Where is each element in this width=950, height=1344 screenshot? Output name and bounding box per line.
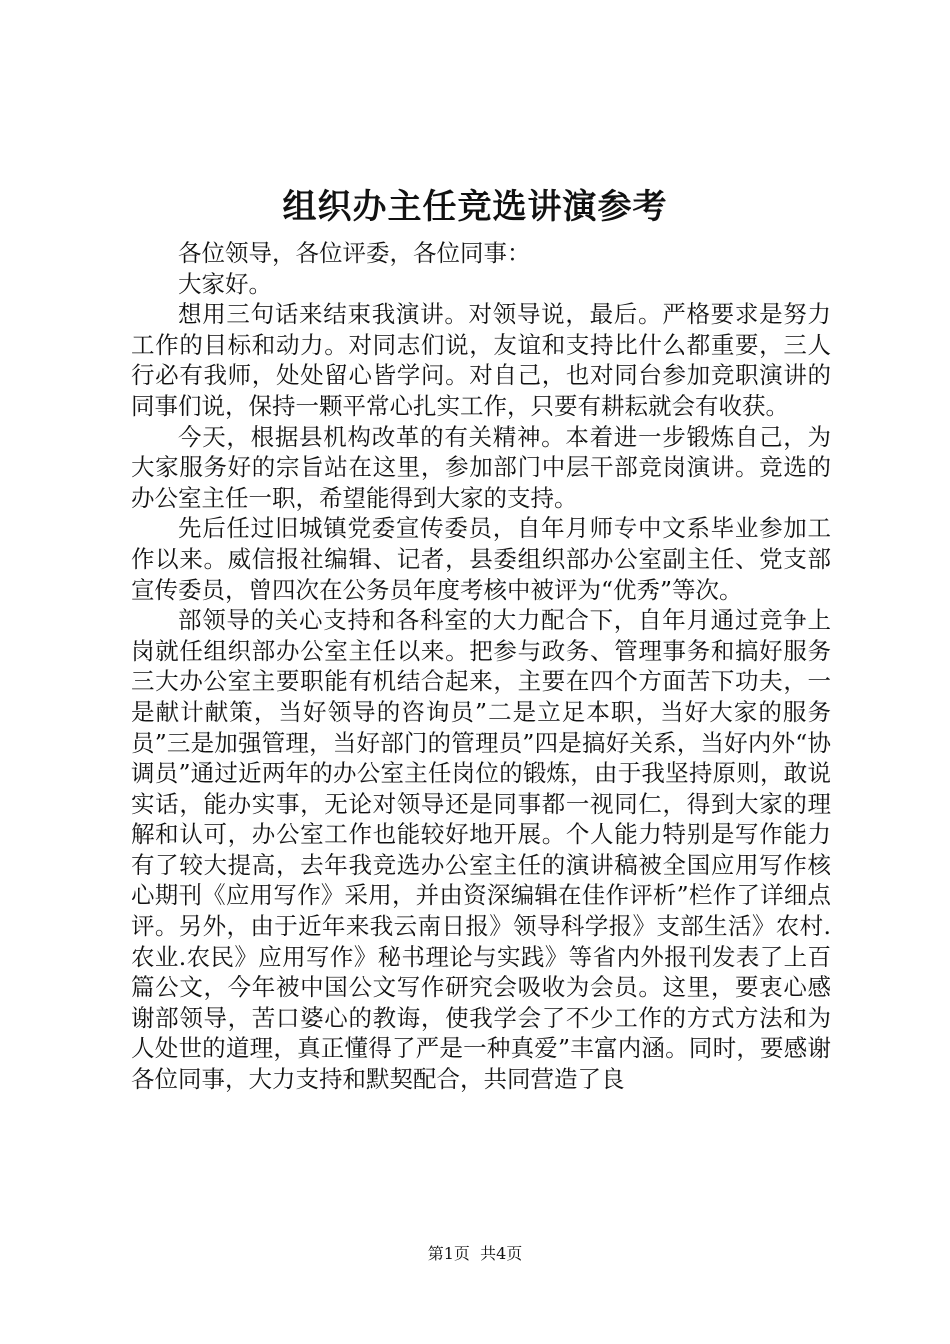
greeting-paragraph: 各位领导，各位评委，各位同事：	[178, 239, 531, 267]
salutation-paragraph: 大家好。	[178, 269, 272, 298]
page-total: 共4页	[480, 1244, 523, 1263]
body-paragraph: 今天，根据县机构改革的有关精神。本着进一步锻炼自己，为大家服务好的宗旨站在这里，参加部门中层干部竞岗演讲。竞选的办公室主任一职，希望能得到大家的支持。	[131, 422, 831, 512]
body-paragraph: 部领导的关心支持和各科室的大力配合下，自年月通过竞争上岗就任组织部办公室主任以来。把参与政务、管理事务和搞好服务三大办公室主要职能有机结合起来，主要在四个方面苦下功夫，一是献计献策，当好领导的咨询员”二是立足本职，当好大家的服务员”三是加强管理，当好部门的管理员”四是搞好关系，当好内外“协调员”通过近两年的办公室主任岗位的锻炼，由于我坚持原则，敢说实话，能办实事，无论对领导还是同事都一视同仁，得到大家的理解和认可，办公室工作也能较好地开展。个人能力特别是写作能力有了较大提高，去年我竞选办公室主任的演讲稿被全国应用写作核心期刊《应用写作》采用，并由资深编辑在佳作评析”栏作了详细点评。另外，由于近年来我云南日报》领导科学报》支部生活》农村.农业.农民》应用写作》秘书理论与实践》等省内外报刊发表了上百篇公文，今年被中国公文写作研究会吸收为会员。这里，要衷心感谢部领导，苦口婆心的教诲，使我学会了不少工作的方式方法和为人处世的道理，真正懂得了严是一种真爱”丰富内涵。同时，要感谢各位同事，大力支持和默契配合，共同营造了良	[131, 606, 831, 1094]
document-body	[131, 238, 831, 1095]
body-paragraph: 先后任过旧城镇党委宣传委员，自年月师专中文系毕业参加工作以来。威信报社编辑、记者，县委组织部办公室副主任、党支部宣传委员，曾四次在公务员年度考核中被评为“优秀”等次。	[131, 514, 831, 604]
body-paragraph: 想用三句话来结束我演讲。对领导说，最后。严格要求是努力工作的目标和动力。对同志们说，友谊和支持比什么都重要，三人行必有我师，处处留心皆学问。对自己，也对同台参加竞职演讲的同事们说，保持一颗平常心扎实工作，只要有耕耘就会有收获。	[131, 300, 831, 420]
document-title: 组织办主任竞选讲演参考	[282, 187, 668, 227]
page-number: 第1页	[427, 1244, 470, 1263]
page-footer	[0, 1243, 950, 1265]
